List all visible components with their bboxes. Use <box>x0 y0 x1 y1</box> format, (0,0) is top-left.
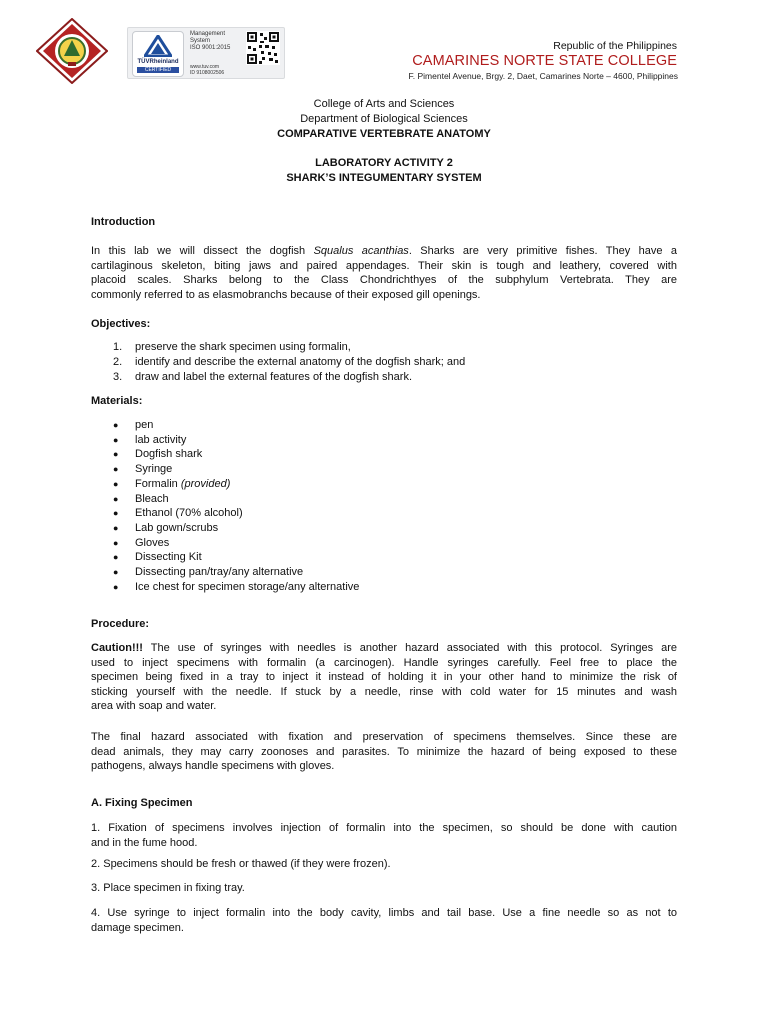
bullet-icon: ● <box>113 508 119 519</box>
bullet-icon: ● <box>113 434 119 445</box>
list-item: ● Dogfish shark <box>113 448 203 461</box>
objectives-heading: Objectives: <box>91 318 151 330</box>
bullet-icon: ● <box>113 581 119 592</box>
bullet-icon: ● <box>113 552 119 563</box>
hazard-paragraph: The final hazard associated with fixation and preservation of specimens themselves. Since these are dead animals, they may carry zoonoses and parasites. To minimize the hazard of being exposed to these pathogens, always handle specimens with gloves. <box>91 731 677 773</box>
certification-id: www.tuv.com ID 9108002506 <box>190 64 225 76</box>
fixing-step-2: 2. Specimens should be fresh or thawed (if they were frozen). <box>91 858 391 870</box>
republic-text: Republic of the Philippines <box>553 40 677 52</box>
bullet-icon: ● <box>113 493 119 504</box>
qr-code-icon <box>246 31 280 65</box>
list-item: ● Syringe <box>113 463 173 476</box>
tuv-logo <box>132 31 184 77</box>
materials-heading: Materials: <box>91 395 143 407</box>
objectives-list <box>113 340 465 385</box>
list-item: 2. identify and describe the external anatomy of the dogfish shark; and <box>113 356 466 368</box>
bullet-icon: ● <box>113 522 119 533</box>
list-item: ● lab activity <box>113 433 187 446</box>
bullet-icon: ● <box>113 478 119 489</box>
tuv-certified-label: CERTIFIED <box>137 67 179 73</box>
bullet-icon: ● <box>113 537 119 548</box>
fixing-specimen-heading: A. Fixing Specimen <box>91 797 193 809</box>
caution-label: Caution!!! <box>91 642 143 654</box>
list-item: ● Dissecting Kit <box>113 551 202 564</box>
introduction-paragraph: In this lab we will dissect the dogfish Squalus acanthias. Sharks are very primitive fishes. They have a cartilaginous skeleton, biting jaws and paired appendages. Their skin is tough and leathery, covered with placoid scales. Sharks belong to the Class Chondrichthyes of the subphylum Vertebrata. They are commonly referred to as elasmobranchs because of their exposed gill openings. <box>91 245 677 301</box>
bullet-icon: ● <box>113 449 119 460</box>
fixing-step-1: 1. Fixation of specimens involves injection of formalin into the specimen, so should be done with caution and in the fume hood. <box>91 822 677 849</box>
college-of-arts-heading: College of Arts and Sciences <box>313 98 455 110</box>
fixing-step-3: 3. Place specimen in fixing tray. <box>91 882 245 894</box>
bullet-icon: ● <box>113 464 119 475</box>
activity-number: LABORATORY ACTIVITY 2 <box>315 157 453 169</box>
fixing-step-4: 4. Use syringe to inject formalin into the body cavity, limbs and tail base. Use a fine needle so as not to damage specimen. <box>91 907 677 934</box>
list-item: 1. preserve the shark specimen using formalin, <box>113 341 351 353</box>
bullet-icon: ● <box>113 567 119 578</box>
list-item: ● Lab gown/scrubs <box>113 521 219 534</box>
list-item: ● Ethanol (70% alcohol) <box>113 507 243 520</box>
list-item: ● Formalin (provided) <box>113 477 231 490</box>
course-title: COMPARATIVE VERTEBRATE ANATOMY <box>277 128 491 140</box>
department-heading: Department of Biological Sciences <box>300 113 468 125</box>
tuv-brand: TÜVRheinland <box>137 59 179 65</box>
bullet-icon: ● <box>113 420 119 430</box>
tuv-triangle-icon <box>144 35 172 57</box>
list-item: ● pen <box>113 419 154 431</box>
activity-title: SHARK’S INTEGUMENTARY SYSTEM <box>286 172 482 184</box>
list-item: 3. draw and label the external features of the dogfish shark. <box>113 371 413 383</box>
procedure-heading: Procedure: <box>91 618 150 630</box>
list-item: ● Gloves <box>113 536 170 549</box>
list-item: ● Dissecting pan/tray/any alternative <box>113 566 304 579</box>
caution-paragraph: Caution!!! The use of syringes with needles is another hazard associated with this protocol. Syringes are used to inject specimens with formalin (a carcinogen). Handle syringes carefully. Feel free to place the specimen being fixed in a tray to inject it instead of holding it in your other hand to minimize the risk of sticking yourself with the needle. If stuck by a needle, rinse with cold water for 15 minutes and wash area with soap and water. <box>91 642 677 713</box>
college-name: CAMARINES NORTE STATE COLLEGE <box>412 53 677 69</box>
introduction-heading: Introduction <box>91 216 156 228</box>
iso-certification-badge <box>127 27 285 79</box>
materials-list <box>113 418 359 594</box>
college-seal-logo <box>36 18 108 84</box>
management-system-text: Management System ISO 9001:2015 <box>190 31 231 51</box>
college-address: F. Pimentel Avenue, Brgy. 2, Daet, Camarines Norte – 4600, Philippines <box>408 71 678 81</box>
list-item: ● Bleach <box>113 492 169 505</box>
list-item: ● Ice chest for specimen storage/any alternative <box>113 580 360 593</box>
